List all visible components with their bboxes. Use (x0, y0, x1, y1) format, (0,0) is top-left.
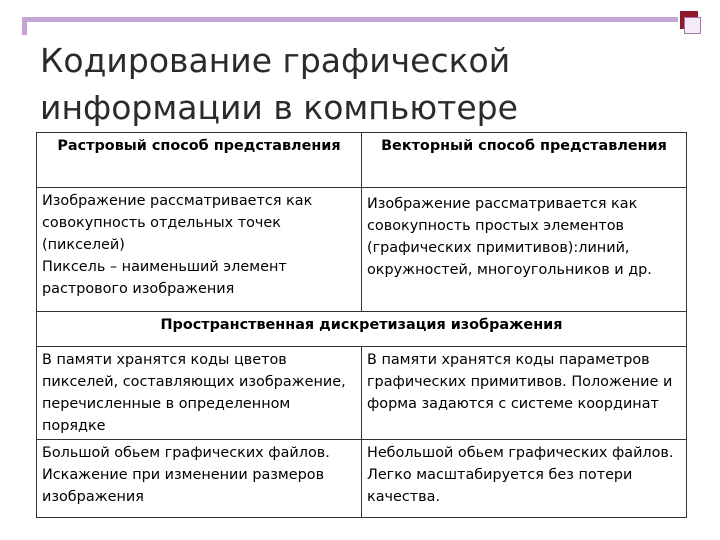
table-row (37, 347, 687, 440)
raster-description: Изображение рассматривается как совокупность отдельных точек (пикселей) (42, 193, 313, 253)
table-row (37, 440, 687, 518)
decor-top-bar (22, 17, 678, 22)
decor-square-outline (684, 17, 701, 34)
slide-title: Кодирование графической информации в компьютере (40, 41, 518, 127)
raster-distortion: Искажение при изменении размеров изображения (42, 467, 325, 505)
raster-file-size: Большой обьем графических файлов. (42, 445, 330, 461)
table-row (37, 312, 687, 347)
vector-memory-cell: В памяти хранятся коды параметров графических примитивов. Положение и форма задаются с системе координат (362, 347, 687, 440)
header-vector: Векторный способ представления (362, 133, 687, 188)
raster-size-cell (37, 440, 362, 518)
header-raster: Растровый способ представления (37, 133, 362, 188)
comparison-table (36, 132, 687, 518)
decor-left-bar (22, 17, 27, 35)
vector-size-cell: Небольшой обьем графических файлов. Легко масштабируется без потери качества. (362, 440, 687, 518)
table-row (37, 188, 687, 312)
raster-description-cell (37, 188, 362, 312)
raster-memory-cell: В памяти хранятся коды цветов пикселей, составляющих изображение, перечисленные в определенном порядке (37, 347, 362, 440)
table-header-row (37, 133, 687, 188)
vector-description: Изображение рассматривается как совокупность простых элементов (графических примитивов):линий, окружностей, многоугольников и др. (362, 188, 687, 312)
pixel-definition: Пиксель – наименьший элемент растрового изображения (42, 259, 287, 297)
spatial-discretization-header: Пространственная дискретизация изображения (37, 312, 687, 347)
